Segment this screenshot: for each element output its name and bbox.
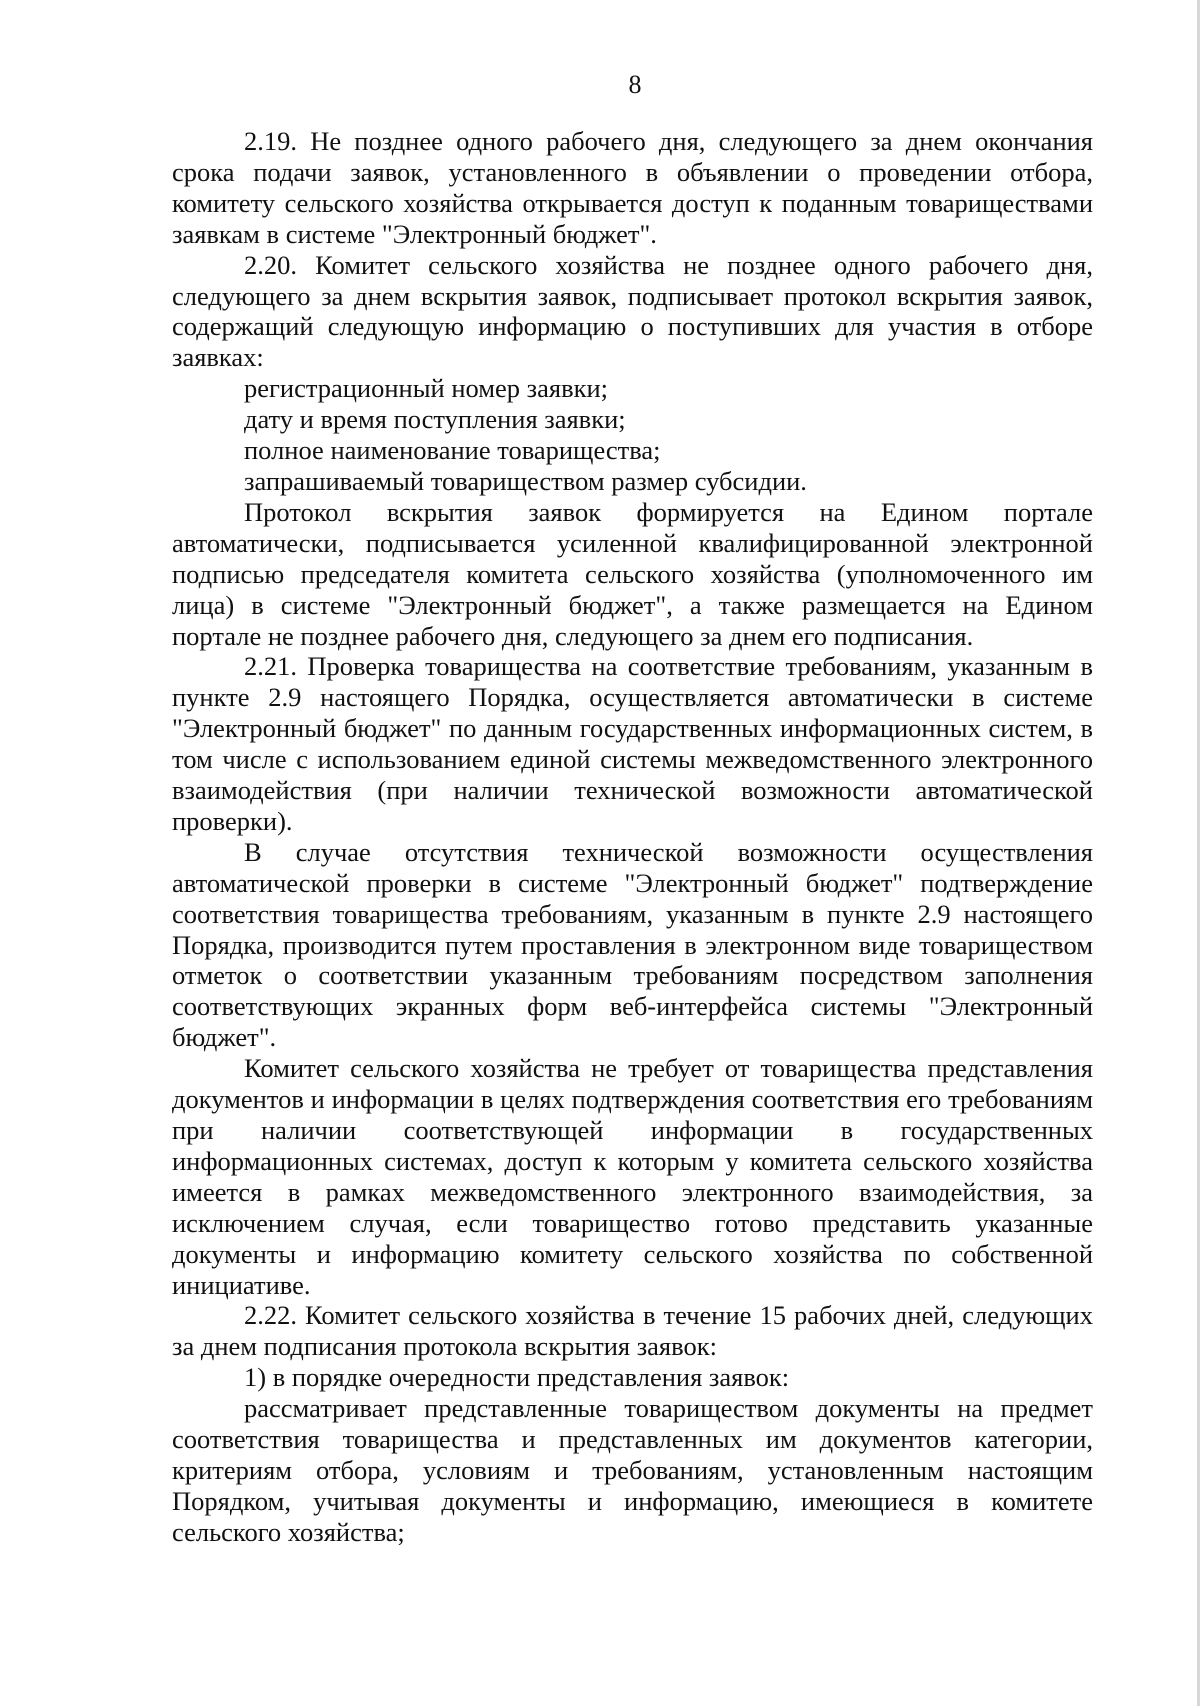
paragraph-2-22: 2.22. Комитет сельского хозяйства в течение 15 рабочих дней, следующих за днем подписания протокола вскрытия заявок: xyxy=(172,1300,1093,1362)
paragraph-protocol: Протокол вскрытия заявок формируется на Едином портале автоматически, подписывается усиленной квалифицированной электронной подписью председателя комитета сельского хозяйства (уполномоченного им лица) в системе "Электронный бюджет", а также размещается на Едином портале не позднее рабочего дня, следующего за днем его подписания. xyxy=(172,496,1093,651)
list-item-full-name: полное наименование товарищества; xyxy=(244,435,661,466)
list-item-registration-number: регистрационный номер заявки; xyxy=(244,373,609,404)
paragraph-2-20: 2.20. Комитет сельского хозяйства не позднее одного рабочего дня, следующего за днем вскрытия заявок, подписывает протокол вскрытия заявок, содержащий следующую информацию о поступивших для участия в отборе заявках: xyxy=(172,249,1093,373)
paragraph-2-19: 2.19. Не позднее одного рабочего дня, следующего за днем окончания срока подачи заявок, установленного в объявлении о проведении отбора, комитету сельского хозяйства открывается доступ к поданным товариществами заявкам в системе "Электронный бюджет". xyxy=(172,126,1093,249)
paragraph-2-21: 2.21. Проверка товарищества на соответствие требованиям, указанным в пункте 2.9 настоящего Порядка, осуществляется автоматически в системе "Электронный бюджет" по данным государственных информационных систем, в том числе с использованием единой системы межведомственного электронного взаимодействия (при наличии технической возможности автоматической проверки). xyxy=(172,651,1093,836)
list-item-subsidy-amount: запрашиваемый товариществом размер субсидии. xyxy=(244,465,807,496)
paragraph-reviews-documents: рассматривает представленные товариществом документы на предмет соответствия товарищества и представленных им документов категории, критериям отбора, условиям и требованиям, установленным настоящим Порядком, учитывая документы и информацию, имеющиеся в комитете сельского хозяйства; xyxy=(172,1393,1093,1547)
document-body xyxy=(172,126,1093,1548)
page-number: 8 xyxy=(628,70,642,99)
paragraph-committee-does-not-require: Комитет сельского хозяйства не требует от товарищества представления документов и информации в целях подтверждения соответствия его требованиям при наличии соответствующей информации в государственных информационных системах, доступ к которым у комитета сельского хозяйства имеется в рамках межведомственного электронного взаимодействия, за исключением случая, если товарищество готово представить указанные документы и информацию комитету сельского хозяйства по собственной инициативе. xyxy=(172,1053,1093,1300)
list-item-date-time: дату и время поступления заявки; xyxy=(244,404,626,435)
list-item-order-of-submission: 1) в порядке очередности представления заявок: xyxy=(244,1362,790,1393)
paragraph-no-technical-possibility: В случае отсутствия технической возможности осуществления автоматической проверки в системе "Электронный бюджет" подтверждение соответствия товарищества требованиям, указанным в пункте 2.9 настоящего Порядка, производится путем проставления в электронном виде товариществом отметок о соответствии указанным требованиям посредством заполнения соответствующих экранных форм веб-интерфейса системы "Электронный бюджет". xyxy=(172,836,1093,1053)
